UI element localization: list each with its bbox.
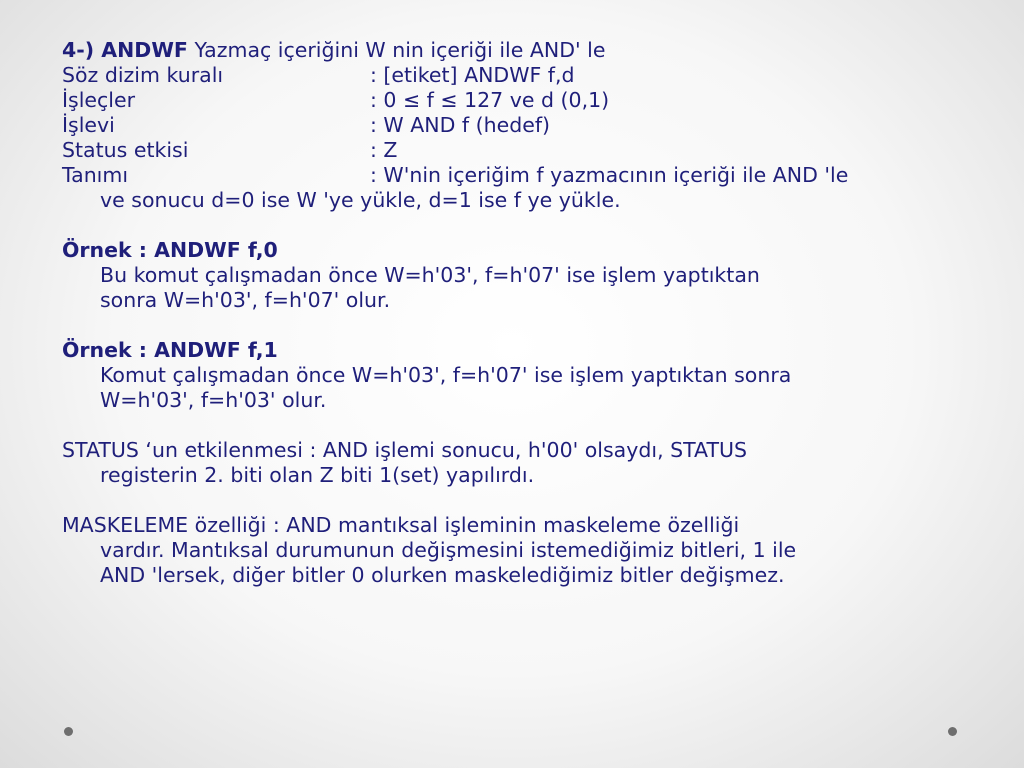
- prop-value: : Z: [370, 138, 398, 162]
- heading: [62, 38, 982, 63]
- slide-content: [62, 38, 982, 588]
- prop-label: Söz dizim kuralı: [62, 63, 224, 87]
- prop-syntax: [62, 63, 982, 88]
- heading-rest: Yazmaç içeriğini W nin içeriği ile AND' le: [187, 38, 606, 62]
- prop-value: : [etiket] ANDWF f,d: [370, 63, 575, 87]
- prop-value: : W AND f (hedef): [370, 113, 551, 137]
- right-dot-ornament: [948, 727, 957, 736]
- prop-definition: [62, 163, 982, 188]
- definition-continuation: ve sonucu d=0 ise W 'ye yükle, d=1 ise f ye yükle.: [100, 188, 621, 212]
- prop-label: İşlevi: [62, 113, 115, 137]
- prop-function: [62, 113, 982, 138]
- prop-label: Status etkisi: [62, 138, 189, 162]
- prop-label: Tanımı: [62, 163, 129, 187]
- example2-text: Komut çalışmadan önce W=h'03', f=h'07' ise işlem yaptıktan sonra W=h'03', f=h'03' olur.: [100, 363, 792, 412]
- prop-operands: [62, 88, 982, 113]
- left-dot-ornament: [64, 727, 73, 736]
- heading-bold: 4-) ANDWF: [62, 38, 188, 62]
- example1-text: Bu komut çalışmadan önce W=h'03', f=h'07' ise işlem yaptıktan sonra W=h'03', f=h'07' olur.: [100, 263, 760, 312]
- example2-title: Örnek : ANDWF f,1: [62, 338, 278, 362]
- prop-label: İşleçler: [62, 88, 136, 112]
- prop-value: : 0 ≤ f ≤ 127 ve d (0,1): [370, 88, 610, 112]
- status-paragraph: STATUS ‘un etkilenmesi : AND işlemi sonucu, h'00' olsaydı, STATUS registerin 2. biti olan Z biti 1(set) yapılırdı.: [62, 438, 748, 487]
- prop-value: : W'nin içeriğim f yazmacının içeriği ile AND 'le: [370, 163, 849, 187]
- masking-paragraph: MASKELEME özelliği : AND mantıksal işleminin maskeleme özelliği vardır. Mantıksal durumunun değişmesini istemediğimiz bitleri, 1 ile AND 'lersek, diğer bitler 0 olurken maskelediğimiz bitler değişmez.: [62, 513, 797, 587]
- prop-status: [62, 138, 982, 163]
- example1-title: Örnek : ANDWF f,0: [62, 238, 278, 262]
